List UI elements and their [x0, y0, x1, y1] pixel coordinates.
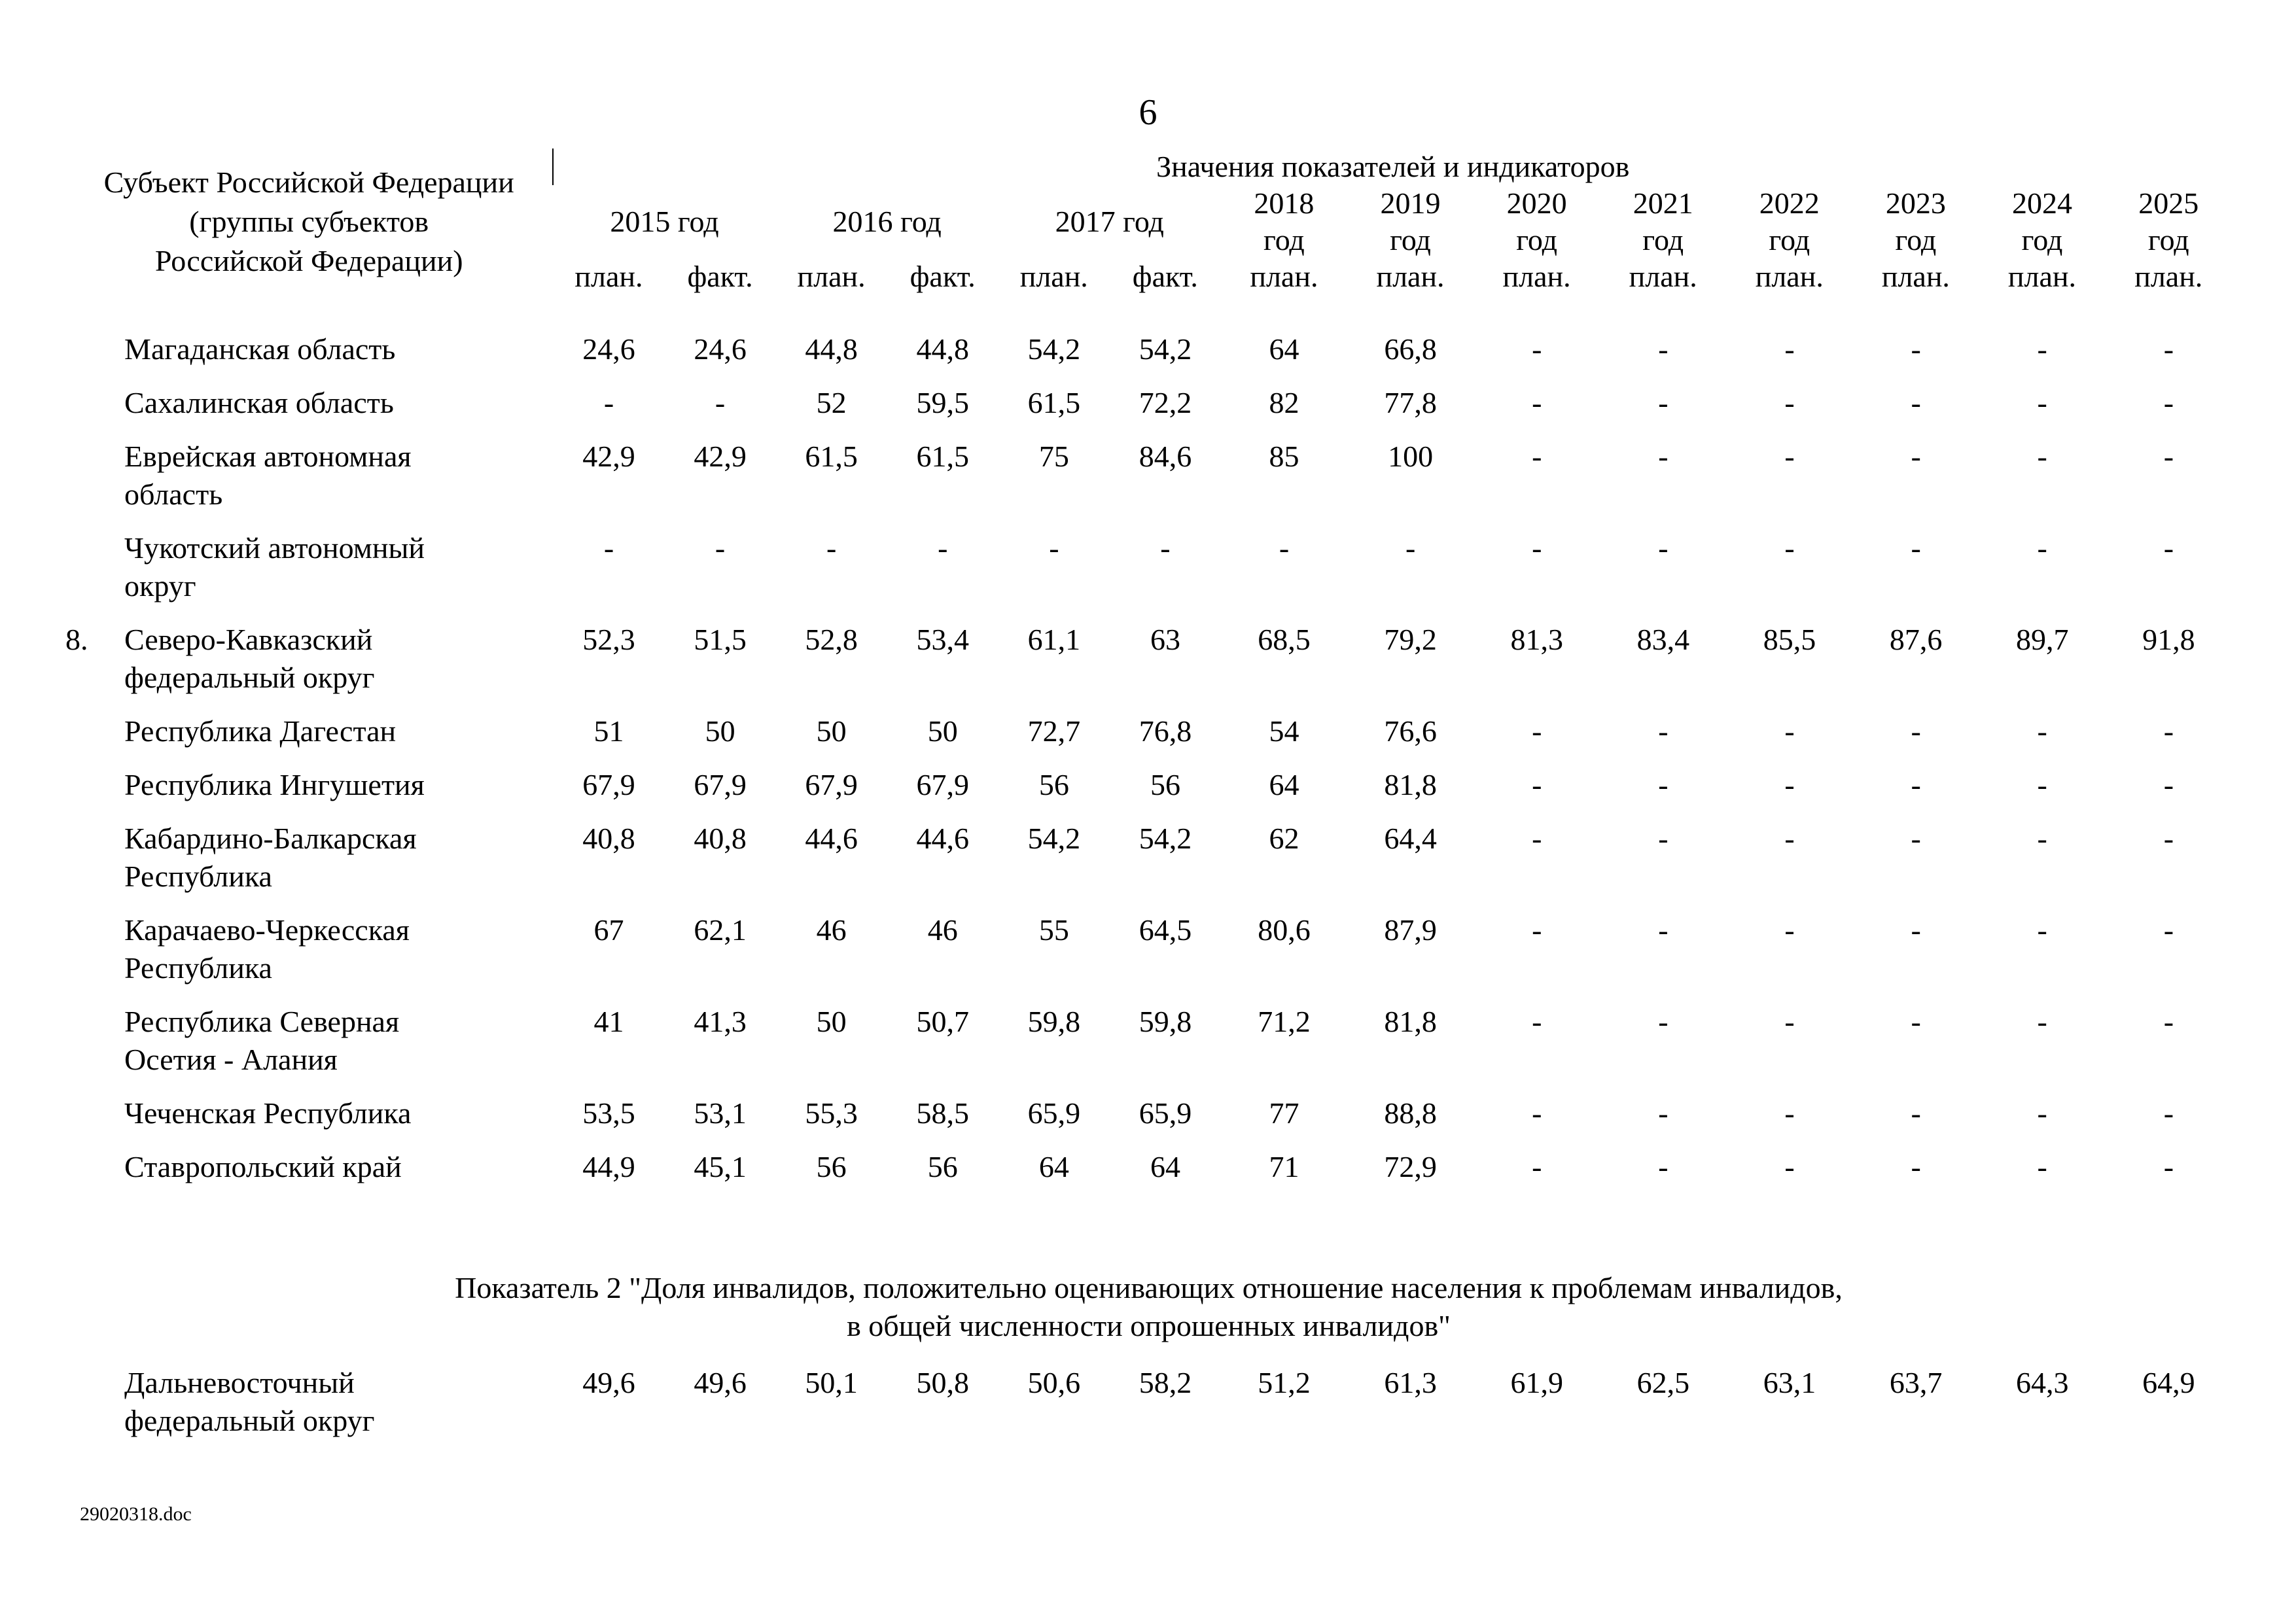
- value-cell: -: [1784, 332, 1795, 366]
- value-cell: -: [2037, 768, 2047, 801]
- value-cell: 71,2: [1258, 1005, 1311, 1038]
- value-cell: 64,3: [2015, 1366, 2069, 1399]
- row-number: [65, 712, 124, 766]
- kind-header: план.: [1019, 260, 1088, 293]
- value-cell: 49,6: [694, 1366, 747, 1399]
- value-cell: -: [2037, 332, 2047, 366]
- value-cell: -: [1911, 768, 1921, 801]
- value-cell: 42,9: [582, 440, 635, 473]
- value-cell: 53,4: [916, 623, 970, 656]
- value-cell: -: [1911, 1096, 1921, 1130]
- subject-name: Сахалинская область: [124, 386, 394, 419]
- value-cell: 61,5: [1027, 386, 1081, 419]
- value-cell: -: [1532, 1005, 1542, 1038]
- value-cell: 54,2: [1139, 332, 1192, 366]
- value-cell: 50: [705, 714, 735, 748]
- value-cell: -: [2163, 768, 2174, 801]
- value-cell: -: [2037, 386, 2047, 419]
- row-number: [65, 1094, 124, 1148]
- value-cell: 68,5: [1258, 623, 1311, 656]
- kind-header: план.: [2134, 260, 2203, 293]
- subject-name: Республика Дагестан: [124, 714, 397, 748]
- year-header: 2022 год: [1759, 186, 1820, 256]
- year-header: 2017 год: [1055, 205, 1164, 238]
- table-row: [65, 712, 2232, 766]
- value-cell: 24,6: [582, 332, 635, 366]
- value-cell: -: [2037, 531, 2047, 565]
- value-cell: 54,2: [1027, 822, 1081, 855]
- value-cell: 67,9: [916, 768, 970, 801]
- value-cell: 61,1: [1027, 623, 1081, 656]
- value-cell: 67: [593, 913, 624, 947]
- value-cell: -: [1784, 531, 1795, 565]
- value-cell: 46: [816, 913, 847, 947]
- value-cell: 54: [1269, 714, 1299, 748]
- value-cell: 82: [1269, 386, 1299, 419]
- value-cell: 51: [593, 714, 624, 748]
- value-cell: -: [938, 531, 948, 565]
- table-header: [65, 148, 2232, 295]
- row-number: [65, 911, 124, 1003]
- table-row: [65, 621, 2232, 712]
- value-cell: -: [1784, 440, 1795, 473]
- value-cell: 63,7: [1889, 1366, 1943, 1399]
- row-number: [65, 1364, 124, 1456]
- file-name-footer: 29020318.doc: [80, 1503, 192, 1525]
- value-cell: 50: [927, 714, 958, 748]
- value-cell: 41,3: [694, 1005, 747, 1038]
- value-cell: 58,5: [916, 1096, 970, 1130]
- value-cell: -: [1279, 531, 1290, 565]
- subject-name: Ставропольский край: [124, 1150, 402, 1183]
- value-cell: 64: [1269, 768, 1299, 801]
- value-cell: -: [715, 531, 726, 565]
- value-cell: 81,8: [1384, 1005, 1437, 1038]
- year-header: 2019 год: [1380, 186, 1441, 256]
- subject-name: Кабардино-Балкарская Республика: [124, 822, 417, 893]
- value-cell: 52,8: [805, 623, 858, 656]
- kind-header: план.: [2007, 260, 2077, 293]
- value-cell: -: [1532, 822, 1542, 855]
- value-cell: 50: [816, 1005, 847, 1038]
- table-row: [65, 438, 2232, 529]
- value-cell: -: [1658, 386, 1669, 419]
- value-cell: -: [826, 531, 837, 565]
- kind-header: план.: [1250, 260, 1318, 293]
- value-cell: 44,8: [805, 332, 858, 366]
- value-cell: 62,5: [1636, 1366, 1690, 1399]
- value-cell: -: [2163, 332, 2174, 366]
- subject-name: Республика Северная Осетия - Алания: [124, 1005, 400, 1076]
- subject-column-header: Субъект Российской Федерации (группы субъектов Российской Федерации): [103, 166, 514, 277]
- kind-header: план.: [574, 260, 643, 293]
- table-row: [65, 1003, 2232, 1094]
- value-cell: 61,9: [1510, 1366, 1564, 1399]
- value-cell: 59,8: [1139, 1005, 1192, 1038]
- value-cell: -: [1532, 1150, 1542, 1183]
- value-cell: 44,8: [916, 332, 970, 366]
- value-cell: 54,2: [1139, 822, 1192, 855]
- subject-name: Чеченская Республика: [124, 1096, 412, 1130]
- value-cell: 76,8: [1139, 714, 1192, 748]
- value-cell: 88,8: [1384, 1096, 1437, 1130]
- value-cell: -: [1532, 386, 1542, 419]
- table-row: [65, 820, 2232, 911]
- value-cell: -: [1784, 768, 1795, 801]
- row-number: [65, 438, 124, 529]
- value-cell: 66,8: [1384, 332, 1437, 366]
- data-table-2: [65, 1364, 2232, 1456]
- value-cell: 87,6: [1889, 623, 1943, 656]
- value-cell: 51,5: [694, 623, 747, 656]
- value-cell: 64,4: [1384, 822, 1437, 855]
- value-cell: 53,5: [582, 1096, 635, 1130]
- value-cell: 72,7: [1027, 714, 1081, 748]
- kind-header: факт.: [1132, 260, 1198, 293]
- value-cell: -: [1784, 386, 1795, 419]
- value-cell: -: [2037, 822, 2047, 855]
- value-cell: -: [1911, 531, 1921, 565]
- kind-header: план.: [797, 260, 866, 293]
- kind-header: план.: [1755, 260, 1824, 293]
- value-cell: -: [2037, 1096, 2047, 1130]
- value-cell: 51,2: [1258, 1366, 1311, 1399]
- value-cell: 63,1: [1763, 1366, 1816, 1399]
- value-cell: -: [2037, 913, 2047, 947]
- year-header: 2021 год: [1633, 186, 1693, 256]
- value-cell: 67,9: [805, 768, 858, 801]
- value-cell: -: [1405, 531, 1416, 565]
- value-cell: 54,2: [1027, 332, 1081, 366]
- value-cell: 41: [593, 1005, 624, 1038]
- values-header: Значения показателей и индикаторов: [553, 148, 2232, 185]
- value-cell: -: [2163, 1005, 2174, 1038]
- value-cell: 76,6: [1384, 714, 1437, 748]
- table-row: [65, 384, 2232, 438]
- table-row: [65, 529, 2232, 621]
- value-cell: 85: [1269, 440, 1299, 473]
- row-number: 8.: [65, 623, 88, 656]
- value-cell: -: [1532, 332, 1542, 366]
- value-cell: -: [603, 531, 614, 565]
- subject-name: Дальневосточный федеральный округ: [124, 1366, 375, 1437]
- data-table: [65, 330, 2232, 1202]
- value-cell: 44,9: [582, 1150, 635, 1183]
- value-cell: 85,5: [1763, 623, 1816, 656]
- table-row: [65, 1094, 2232, 1148]
- value-cell: 50,1: [805, 1366, 858, 1399]
- value-cell: 89,7: [2015, 623, 2069, 656]
- value-cell: 40,8: [582, 822, 635, 855]
- value-cell: 81,3: [1510, 623, 1564, 656]
- value-cell: 50,8: [916, 1366, 970, 1399]
- year-header: 2023 год: [1885, 186, 1946, 256]
- value-cell: 65,9: [1027, 1096, 1081, 1130]
- value-cell: 40,8: [694, 822, 747, 855]
- value-cell: 44,6: [916, 822, 970, 855]
- value-cell: 61,5: [916, 440, 970, 473]
- value-cell: 59,8: [1027, 1005, 1081, 1038]
- value-cell: 64: [1038, 1150, 1069, 1183]
- kind-header: план.: [1629, 260, 1697, 293]
- year-header: 2018 год: [1254, 186, 1315, 256]
- value-cell: -: [1784, 822, 1795, 855]
- value-cell: -: [1784, 1096, 1795, 1130]
- table-row: [65, 911, 2232, 1003]
- row-number: [65, 330, 124, 384]
- value-cell: 42,9: [694, 440, 747, 473]
- subject-name: Республика Ингушетия: [124, 768, 425, 801]
- row-number: [65, 1003, 124, 1094]
- value-cell: 100: [1388, 440, 1434, 473]
- value-cell: -: [1658, 531, 1669, 565]
- kind-header: факт.: [687, 260, 753, 293]
- value-cell: -: [2163, 386, 2174, 419]
- year-header: 2024 год: [2011, 186, 2072, 256]
- value-cell: 75: [1038, 440, 1069, 473]
- value-cell: -: [1532, 714, 1542, 748]
- value-cell: 53,1: [694, 1096, 747, 1130]
- value-cell: 79,2: [1384, 623, 1437, 656]
- value-cell: -: [1911, 822, 1921, 855]
- value-cell: 62,1: [694, 913, 747, 947]
- value-cell: -: [2037, 440, 2047, 473]
- table-row: [65, 330, 2232, 384]
- value-cell: 83,4: [1636, 623, 1690, 656]
- value-cell: 64,9: [2142, 1366, 2195, 1399]
- value-cell: -: [1532, 1096, 1542, 1130]
- value-cell: -: [1532, 768, 1542, 801]
- value-cell: -: [715, 386, 726, 419]
- row-number: [65, 820, 124, 911]
- value-cell: 44,6: [805, 822, 858, 855]
- value-cell: -: [1049, 531, 1059, 565]
- value-cell: -: [1784, 1150, 1795, 1183]
- subject-name: Еврейская автономная область: [124, 440, 412, 511]
- value-cell: 56: [1150, 768, 1180, 801]
- page-number: 6: [1139, 92, 1157, 133]
- value-cell: 58,2: [1139, 1366, 1192, 1399]
- value-cell: 55: [1038, 913, 1069, 947]
- year-header: 2025 год: [2138, 186, 2199, 256]
- value-cell: 56: [816, 1150, 847, 1183]
- value-cell: 52,3: [582, 623, 635, 656]
- year-header: 2020 год: [1506, 186, 1567, 256]
- value-cell: 91,8: [2142, 623, 2195, 656]
- value-cell: -: [1911, 386, 1921, 419]
- value-cell: 67,9: [694, 768, 747, 801]
- value-cell: 63: [1150, 623, 1180, 656]
- value-cell: -: [1911, 440, 1921, 473]
- value-cell: 64: [1150, 1150, 1180, 1183]
- kind-header: факт.: [910, 260, 976, 293]
- value-cell: 49,6: [582, 1366, 635, 1399]
- value-cell: -: [2163, 913, 2174, 947]
- value-cell: -: [2163, 1150, 2174, 1183]
- value-cell: 71: [1269, 1150, 1299, 1183]
- value-cell: -: [1911, 1150, 1921, 1183]
- kind-header: план.: [1881, 260, 1950, 293]
- subject-name: Магаданская область: [124, 332, 396, 366]
- kind-header: план.: [1502, 260, 1571, 293]
- value-cell: -: [1658, 1096, 1669, 1130]
- year-header: 2015 год: [610, 205, 719, 238]
- value-cell: 52: [816, 386, 847, 419]
- row-number: [65, 384, 124, 438]
- value-cell: 61,3: [1384, 1366, 1437, 1399]
- kind-header: план.: [1376, 260, 1445, 293]
- value-cell: -: [1784, 1005, 1795, 1038]
- indicator-2-title: Показатель 2 "Доля инвалидов, положительно оценивающих отношение населения к проблемам инвалидов, в общей численности опрошенных инвалидов": [455, 1271, 1843, 1342]
- value-cell: -: [1532, 440, 1542, 473]
- subject-name: Чукотский автономный округ: [124, 531, 425, 602]
- value-cell: -: [1911, 913, 1921, 947]
- value-cell: -: [2037, 714, 2047, 748]
- value-cell: -: [1658, 714, 1669, 748]
- value-cell: -: [1532, 531, 1542, 565]
- value-cell: -: [1658, 913, 1669, 947]
- value-cell: 46: [927, 913, 958, 947]
- value-cell: -: [2163, 1096, 2174, 1130]
- subject-name: Карачаево-Черкесская Республика: [124, 913, 410, 985]
- value-cell: -: [1658, 332, 1669, 366]
- value-cell: 80,6: [1258, 913, 1311, 947]
- value-cell: -: [2163, 714, 2174, 748]
- table-row: [65, 1148, 2232, 1202]
- value-cell: -: [1911, 332, 1921, 366]
- value-cell: 55,3: [805, 1096, 858, 1130]
- value-cell: 77: [1269, 1096, 1299, 1130]
- value-cell: 24,6: [694, 332, 747, 366]
- row-number: [65, 1148, 124, 1202]
- value-cell: 62: [1269, 822, 1299, 855]
- value-cell: 64,5: [1139, 913, 1192, 947]
- value-cell: 61,5: [805, 440, 858, 473]
- value-cell: 56: [1038, 768, 1069, 801]
- value-cell: -: [1784, 913, 1795, 947]
- value-cell: 59,5: [916, 386, 970, 419]
- value-cell: 77,8: [1384, 386, 1437, 419]
- value-cell: 72,9: [1384, 1150, 1437, 1183]
- value-cell: 64: [1269, 332, 1299, 366]
- value-cell: -: [1658, 440, 1669, 473]
- table-row: [65, 1364, 2232, 1456]
- value-cell: 56: [927, 1150, 958, 1183]
- value-cell: -: [603, 386, 614, 419]
- value-cell: 84,6: [1139, 440, 1192, 473]
- value-cell: -: [1784, 714, 1795, 748]
- value-cell: 50: [816, 714, 847, 748]
- row-number: [65, 766, 124, 820]
- value-cell: 81,8: [1384, 768, 1437, 801]
- value-cell: -: [1658, 1005, 1669, 1038]
- value-cell: -: [1658, 768, 1669, 801]
- value-cell: -: [2037, 1150, 2047, 1183]
- value-cell: -: [1532, 913, 1542, 947]
- subject-name: Северо-Кавказский федеральный округ: [124, 623, 375, 694]
- table-row: [65, 766, 2232, 820]
- value-cell: 50,6: [1027, 1366, 1081, 1399]
- year-header: 2016 год: [832, 205, 942, 238]
- value-cell: -: [1911, 714, 1921, 748]
- value-cell: -: [2163, 531, 2174, 565]
- value-cell: 65,9: [1139, 1096, 1192, 1130]
- value-cell: -: [2163, 440, 2174, 473]
- value-cell: -: [2163, 822, 2174, 855]
- value-cell: 45,1: [694, 1150, 747, 1183]
- value-cell: 72,2: [1139, 386, 1192, 419]
- value-cell: 67,9: [582, 768, 635, 801]
- row-number: [65, 529, 124, 621]
- value-cell: -: [1658, 1150, 1669, 1183]
- value-cell: 87,9: [1384, 913, 1437, 947]
- value-cell: -: [2037, 1005, 2047, 1038]
- value-cell: -: [1160, 531, 1171, 565]
- value-cell: -: [1658, 822, 1669, 855]
- value-cell: 50,7: [916, 1005, 970, 1038]
- value-cell: -: [1911, 1005, 1921, 1038]
